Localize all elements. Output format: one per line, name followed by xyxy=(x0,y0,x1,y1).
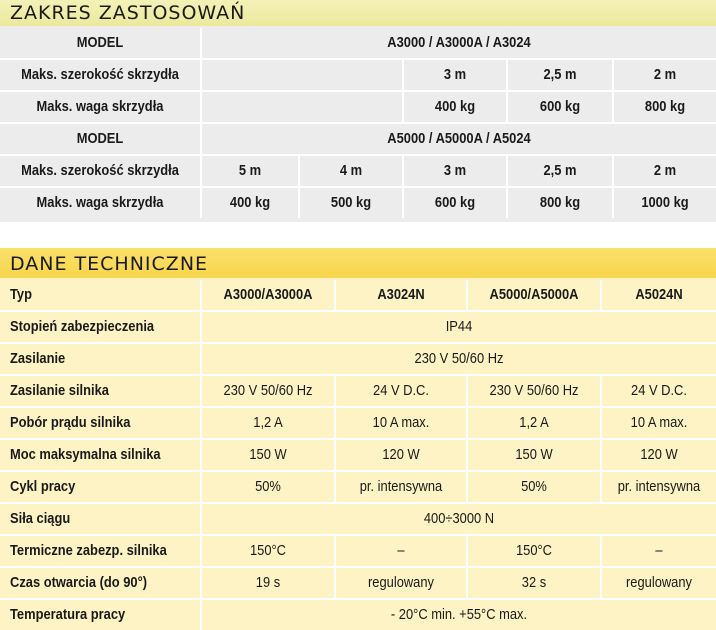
width-value: 2,5 m xyxy=(543,162,577,179)
parameter-label: Zasilanie xyxy=(10,350,66,367)
model-label: MODEL xyxy=(76,34,124,51)
weight-value: 600 kg xyxy=(434,194,476,211)
model-row-group2 xyxy=(0,124,716,154)
width-value: 2 m xyxy=(653,162,677,179)
model-label: MODEL xyxy=(76,130,124,147)
width-row-group2 xyxy=(0,156,716,186)
technical-data-row xyxy=(0,344,716,374)
parameter-label: Siła ciągu xyxy=(10,510,71,527)
width-value: 2,5 m xyxy=(543,66,577,83)
application-range-header xyxy=(0,0,716,26)
parameter-value: 50% xyxy=(521,478,547,495)
technical-data-section xyxy=(0,248,716,630)
weight-value: 800 kg xyxy=(644,98,686,115)
type-label: Typ xyxy=(10,286,32,303)
parameter-value: 230 V 50/60 Hz xyxy=(223,382,313,399)
parameter-value: regulowany xyxy=(368,574,434,591)
width-row-group1 xyxy=(0,60,716,90)
parameter-label: Moc maksymalna silnika xyxy=(10,446,161,463)
weight-value: 400 kg xyxy=(229,194,271,211)
parameter-value: 150 W xyxy=(249,446,287,463)
type-column-header: A5000/A5000A xyxy=(489,286,579,303)
weight-label: Maks. waga skrzydła xyxy=(36,98,164,115)
technical-data-header xyxy=(0,248,716,278)
parameter-value: 24 V D.C. xyxy=(631,382,687,399)
model-value-group1: A3000 / A3000A / A3024 xyxy=(387,34,531,51)
width-label: Maks. szerokość skrzydła xyxy=(21,162,179,179)
width-value: 4 m xyxy=(339,162,363,179)
parameter-label: Cykl pracy xyxy=(10,478,76,495)
width-value: 3 m xyxy=(443,66,467,83)
application-range-section xyxy=(0,0,716,222)
weight-value: 400 kg xyxy=(434,98,476,115)
weight-value: 1000 kg xyxy=(641,194,689,211)
parameter-value-span: 400÷3000 N xyxy=(423,510,495,527)
type-column-header: A5024N xyxy=(635,286,683,303)
type-header-row xyxy=(0,280,716,310)
technical-data-row xyxy=(0,408,716,438)
parameter-value: regulowany xyxy=(626,574,692,591)
technical-data-row xyxy=(0,536,716,566)
weight-row-group2 xyxy=(0,188,716,218)
parameter-value: 32 s xyxy=(521,574,547,591)
parameter-label: Temperatura pracy xyxy=(10,606,126,623)
parameter-value: 230 V 50/60 Hz xyxy=(489,382,579,399)
parameter-value: 120 W xyxy=(382,446,420,463)
parameter-value: – xyxy=(655,542,663,559)
parameter-label: Termiczne zabezp. silnika xyxy=(10,542,167,559)
technical-data-row xyxy=(0,440,716,470)
parameter-value: 19 s xyxy=(255,574,281,591)
parameter-value: 1,2 A xyxy=(253,414,283,431)
parameter-value: pr. intensywna xyxy=(359,478,443,495)
parameter-label: Czas otwarcia (do 90°) xyxy=(10,574,148,591)
width-value: 3 m xyxy=(443,162,467,179)
parameter-value-span: - 20°C min. +55°C max. xyxy=(390,606,528,623)
parameter-value: 1,2 A xyxy=(519,414,549,431)
parameter-value: 150°C xyxy=(515,542,552,559)
parameter-value: 10 A max. xyxy=(372,414,430,431)
application-range-title: ZAKRES ZASTOSOWAŃ xyxy=(10,2,246,24)
type-column-header: A3000/A3000A xyxy=(223,286,313,303)
parameter-label: Zasilanie silnika xyxy=(10,382,109,399)
technical-data-row xyxy=(0,600,716,630)
width-value: 2 m xyxy=(653,66,677,83)
parameter-value: 10 A max. xyxy=(630,414,688,431)
weight-value: 800 kg xyxy=(539,194,581,211)
technical-data-row xyxy=(0,472,716,502)
parameter-value-span: IP44 xyxy=(445,318,473,335)
section-gap xyxy=(0,222,716,248)
weight-value: 500 kg xyxy=(330,194,372,211)
width-value: 5 m xyxy=(238,162,262,179)
model-row-group1 xyxy=(0,28,716,58)
weight-value: 600 kg xyxy=(539,98,581,115)
technical-data-title: DANE TECHNICZNE xyxy=(10,253,209,275)
width-label: Maks. szerokość skrzydła xyxy=(21,66,179,83)
parameter-value: – xyxy=(397,542,405,559)
parameter-value: 24 V D.C. xyxy=(373,382,429,399)
model-value-group2: A5000 / A5000A / A5024 xyxy=(387,130,531,147)
technical-data-row xyxy=(0,312,716,342)
parameter-value: pr. intensywna xyxy=(617,478,701,495)
parameter-label: Stopień zabezpieczenia xyxy=(10,318,155,335)
technical-data-row xyxy=(0,504,716,534)
parameter-value: 150°C xyxy=(249,542,286,559)
technical-data-row xyxy=(0,376,716,406)
weight-label: Maks. waga skrzydła xyxy=(36,194,164,211)
weight-row-group1 xyxy=(0,92,716,122)
parameter-value: 120 W xyxy=(640,446,678,463)
parameter-label: Pobór prądu silnika xyxy=(10,414,131,431)
technical-data-row xyxy=(0,568,716,598)
type-column-header: A3024N xyxy=(377,286,425,303)
parameter-value-span: 230 V 50/60 Hz xyxy=(414,350,504,367)
parameter-value: 50% xyxy=(255,478,281,495)
parameter-value: 150 W xyxy=(515,446,553,463)
